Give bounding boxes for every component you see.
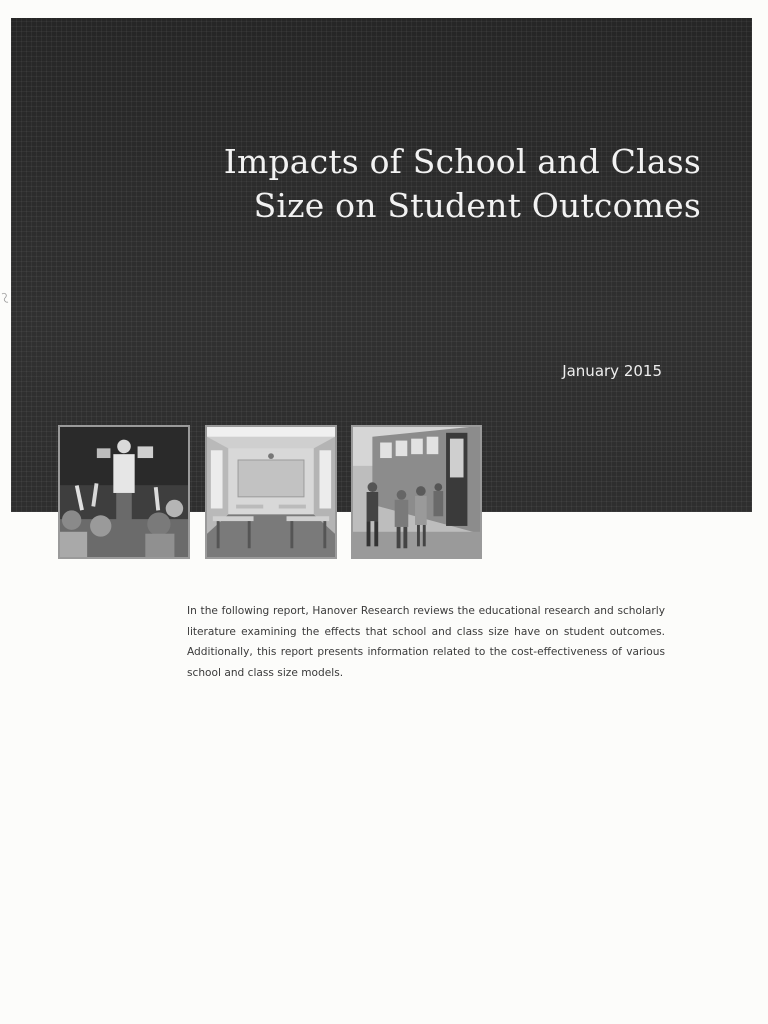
report-date: January 2015 <box>562 362 662 380</box>
scan-artifact-mark <box>0 290 10 304</box>
report-title <box>51 140 701 228</box>
school-bus-photo <box>351 425 482 559</box>
report-title-line-1: Impacts of School and Class <box>223 142 701 181</box>
classroom-teacher-photo <box>58 425 190 559</box>
empty-classroom-photo <box>205 425 337 559</box>
report-summary: In the following report, Hanover Research reviews the educational research and scholarly literature examining the effects that school and class size have on student outcomes. Additionally, this report presents information related to the cost-effectiveness of various school and class size models. <box>187 605 665 679</box>
report-title-line-2: Size on Student Outcomes <box>253 186 701 225</box>
